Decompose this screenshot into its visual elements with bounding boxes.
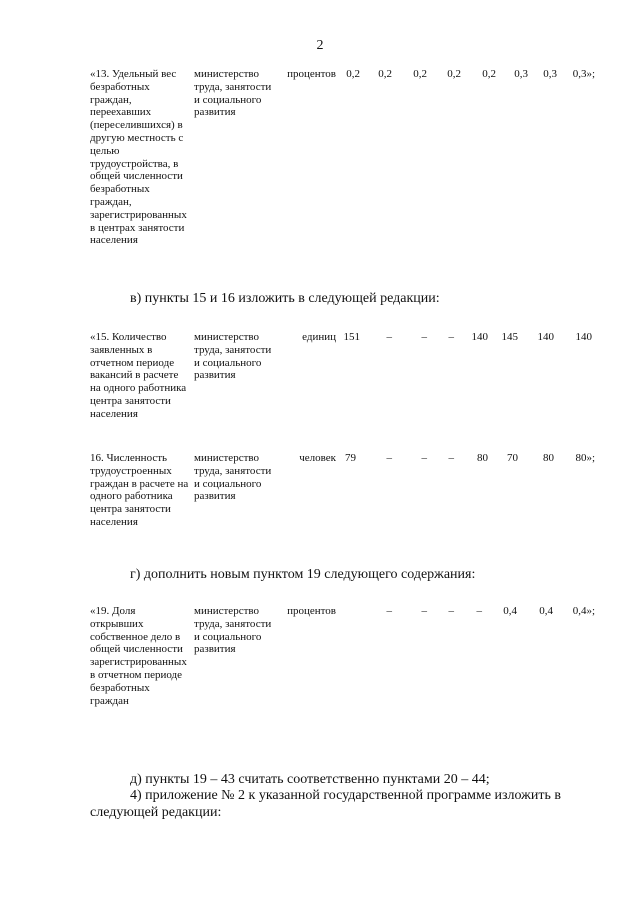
value-cell: 79 xyxy=(345,452,356,464)
value-cell: 0,3 xyxy=(514,68,528,80)
indicator-name: «13. Удельный вес безработных граждан, переехавших (переселившихся) в другую местность с целью трудоустройства, в общей численности безработных граждан, зарегистрированных в центрах занятости населения xyxy=(90,68,187,247)
value-cell: 0,2 xyxy=(378,68,392,80)
table-row xyxy=(0,452,640,547)
value-cell: 80 xyxy=(543,452,554,464)
indicator-name: «15. Количество заявленных в отчетном периоде вакансий в расчете на одного работника центра занятости населения xyxy=(90,331,187,420)
value-cell: 0,2 xyxy=(346,68,360,80)
value-cell: – xyxy=(476,605,482,617)
unit-of-measure: процентов xyxy=(287,68,336,80)
value-cell: 0,3»; xyxy=(572,68,595,80)
value-cell: 70 xyxy=(507,452,518,464)
paragraph-g: г) дополнить новым пунктом 19 следующего содержания: xyxy=(130,567,476,582)
responsible-ministry: министерство труда, занятости и социального развития xyxy=(194,452,272,503)
value-cell: – xyxy=(421,605,427,617)
value-cell: – xyxy=(386,452,392,464)
value-cell: 151 xyxy=(343,331,360,343)
responsible-ministry: министерство труда, занятости и социального развития xyxy=(194,331,272,382)
paragraph-v: в) пункты 15 и 16 изложить в следующей редакции: xyxy=(130,291,440,306)
value-cell: 80»; xyxy=(575,452,595,464)
table-row xyxy=(0,605,640,745)
value-cell: – xyxy=(421,452,427,464)
value-cell: 80 xyxy=(477,452,488,464)
responsible-ministry: министерство труда, занятости и социального развития xyxy=(194,68,272,119)
unit-of-measure: процентов xyxy=(287,605,336,617)
unit-of-measure: человек xyxy=(299,452,336,464)
value-cell: 0,2 xyxy=(447,68,461,80)
value-cell: – xyxy=(386,605,392,617)
value-cell: 140 xyxy=(471,331,488,343)
paragraph-item-4: 4) приложение № 2 к указанной государственной программе изложить в следующей редакции: xyxy=(90,788,561,820)
table-row xyxy=(0,68,640,278)
value-cell: 0,4 xyxy=(503,605,517,617)
value-cell: – xyxy=(448,331,454,343)
value-cell: 0,2 xyxy=(482,68,496,80)
value-cell: – xyxy=(421,331,427,343)
indicator-name: 16. Численность трудоустроенных граждан в расчете на одного работника центра занятости населения xyxy=(90,452,189,528)
value-cell: 140 xyxy=(575,331,592,343)
value-cell: 0,4»; xyxy=(572,605,595,617)
value-cell: – xyxy=(386,331,392,343)
table-row xyxy=(0,331,640,441)
value-cell: 145 xyxy=(501,331,518,343)
value-cell: 0,4 xyxy=(539,605,553,617)
unit-of-measure: единиц xyxy=(302,331,336,343)
indicator-name: «19. Доля открывших собственное дело в общей численности зарегистрированных в отчетном периоде безработных граждан xyxy=(90,605,187,707)
paragraph-d: д) пункты 19 – 43 считать соответственно пунктами 20 – 44; xyxy=(130,772,490,787)
value-cell: 0,2 xyxy=(413,68,427,80)
value-cell: – xyxy=(448,605,454,617)
value-cell: 0,3 xyxy=(543,68,557,80)
page-number: 2 xyxy=(316,38,324,53)
value-cell: 140 xyxy=(537,331,554,343)
responsible-ministry: министерство труда, занятости и социального развития xyxy=(194,605,272,656)
value-cell: – xyxy=(448,452,454,464)
